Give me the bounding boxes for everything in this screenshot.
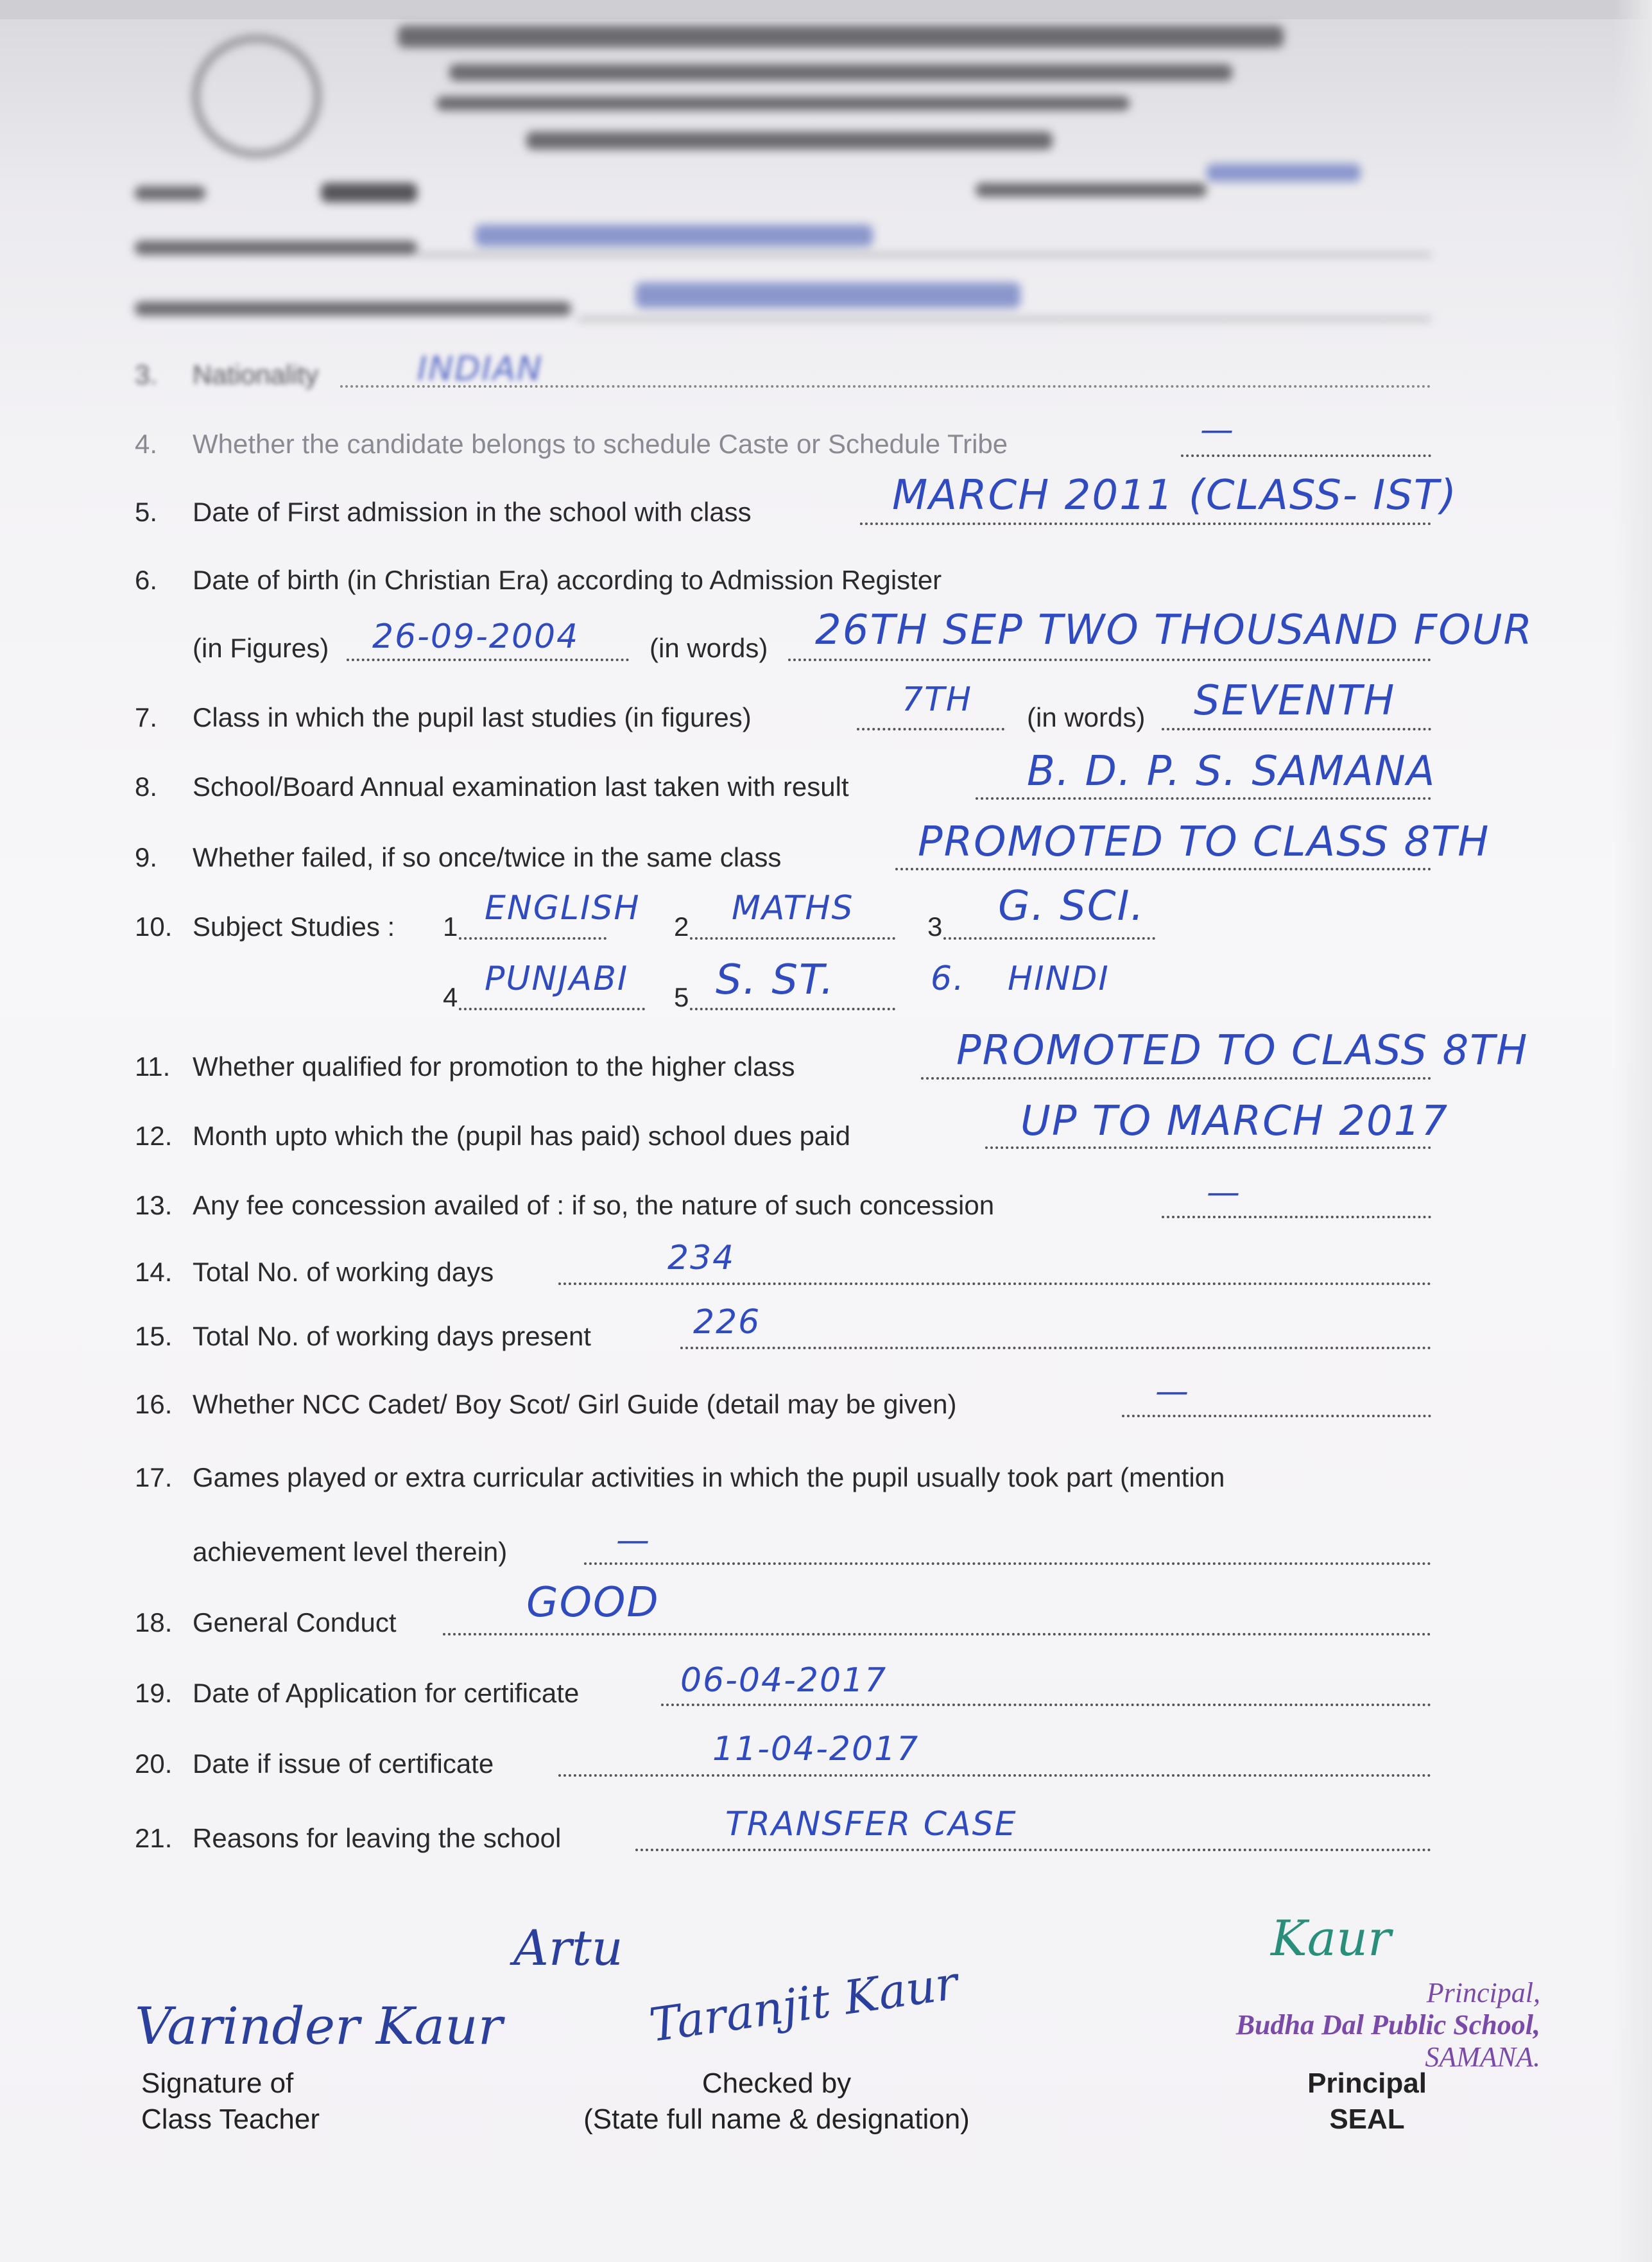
certificate-page: 3. Nationality INDIAN 4. Whether the candidate belongs to schedule Caste or Schedule Tribe — 5. Date of First admission in the school with class MARCH 2011 (CLASS- IST) 6. Date of birth (in Christian Era) according to Admission Register (in Figures) 26-09-2004 (in words) 26TH SEP TWO THOUSAND FOUR 7. Class in which the pupil last studies (in figures) 7TH (in words) SEVENTH 8. School/Board Annual examination last taken with result B. D. P. S. SAMANA 9. Whether failed, if so once/twice in the same class PROMOTED TO CLASS 8TH 10. Subject Studies : 1 ENGLISH 2 MATHS 3 G. SCI. 4 PUNJABI 5 S. ST. 6. HINDI 11. Whether qualified for promotion to the higher class PROMOTED TO CLASS 8TH 12. Month upto which the (pupil has paid) school dues paid UP TO MARCH 2017 13. Any fee concession availed of : if so, the nature of such concession — 14. Total No. of working days 234 15. Total No. of working days present 226 16. Whether NCC Cadet/ Boy Scot/ Girl Guide (detail may be given) — 17. Games played or extra curricular activities in which the pupil usually took part (mention achievement level therein) — 18. General Conduct GOOD 19. Date of Application for certificate 06-04-2017 20. Date if issue of certificate 11-04-2017 21. Reasons for leaving the school TRANSFER CASE Varinder Kaur Signature of Class Teacher Artu Taranjit Kaur Checked by (State full name & designation) Kaur Principal, Budha Dal Public School, SAMANA. Principal SEAL: [0, 0, 1652, 2262]
scan-right-shadow: [1613, 0, 1652, 2262]
row-12-value: UP TO MARCH 2017: [1020, 1098, 1449, 1145]
class-words: SEVENTH: [1194, 677, 1396, 725]
checker-label: Checked by (State full name & designation): [583, 2068, 970, 2135]
row-15-value: 226: [693, 1303, 761, 1342]
subject-1: ENGLISH: [485, 889, 641, 928]
subject-4: PUNJABI: [485, 960, 629, 998]
subject-5: S. ST.: [716, 956, 835, 1004]
row-8-value: B. D. P. S. SAMANA: [1027, 748, 1436, 795]
subject-3: G. SCI.: [998, 883, 1145, 930]
subject-6: HINDI: [1008, 960, 1110, 998]
row-9-value: PROMOTED TO CLASS 8TH: [918, 818, 1490, 866]
row-5-value: MARCH 2011 (CLASS- IST): [892, 472, 1458, 519]
row-17-value: —: [616, 1521, 651, 1560]
row-6-figures: (in Figures): [193, 633, 329, 663]
row-11-value: PROMOTED TO CLASS 8TH: [956, 1027, 1529, 1075]
principal-signature: Kaur: [1271, 1910, 1391, 1967]
checker-initials: Artu: [513, 1919, 623, 1976]
row-16-value: —: [1155, 1372, 1190, 1411]
row-18-value: GOOD: [526, 1579, 660, 1627]
subject-2: MATHS: [732, 889, 854, 928]
principal-label: Principal SEAL: [1307, 2068, 1427, 2135]
nationality-value: INDIAN: [417, 350, 544, 388]
checker-signature: Taranjit Kaur: [646, 1955, 961, 2053]
scan-top-shadow: [0, 0, 1652, 19]
dob-figures: 26-09-2004: [372, 617, 580, 656]
row-13-value: —: [1207, 1173, 1241, 1212]
school-stamp: Principal, Budha Dal Public School, SAMANA.: [1235, 1977, 1540, 2073]
dob-words: 26TH SEP TWO THOUSAND FOUR: [815, 607, 1533, 654]
school-logo: [193, 35, 321, 157]
subject-6-num: 6.: [931, 960, 965, 998]
teacher-signature: Varinder Kaur: [135, 1996, 503, 2056]
class-figures: 7TH: [902, 680, 972, 719]
row-17b: achievement level therein): [193, 1537, 508, 1567]
row-4-value: —: [1200, 411, 1235, 449]
row-21-value: TRANSFER CASE: [725, 1805, 1017, 1843]
row-19-value: 06-04-2017: [680, 1661, 888, 1700]
teacher-label: Signature of Class Teacher: [141, 2068, 320, 2135]
row-14-value: 234: [667, 1239, 736, 1277]
row-20-value: 11-04-2017: [712, 1730, 920, 1768]
